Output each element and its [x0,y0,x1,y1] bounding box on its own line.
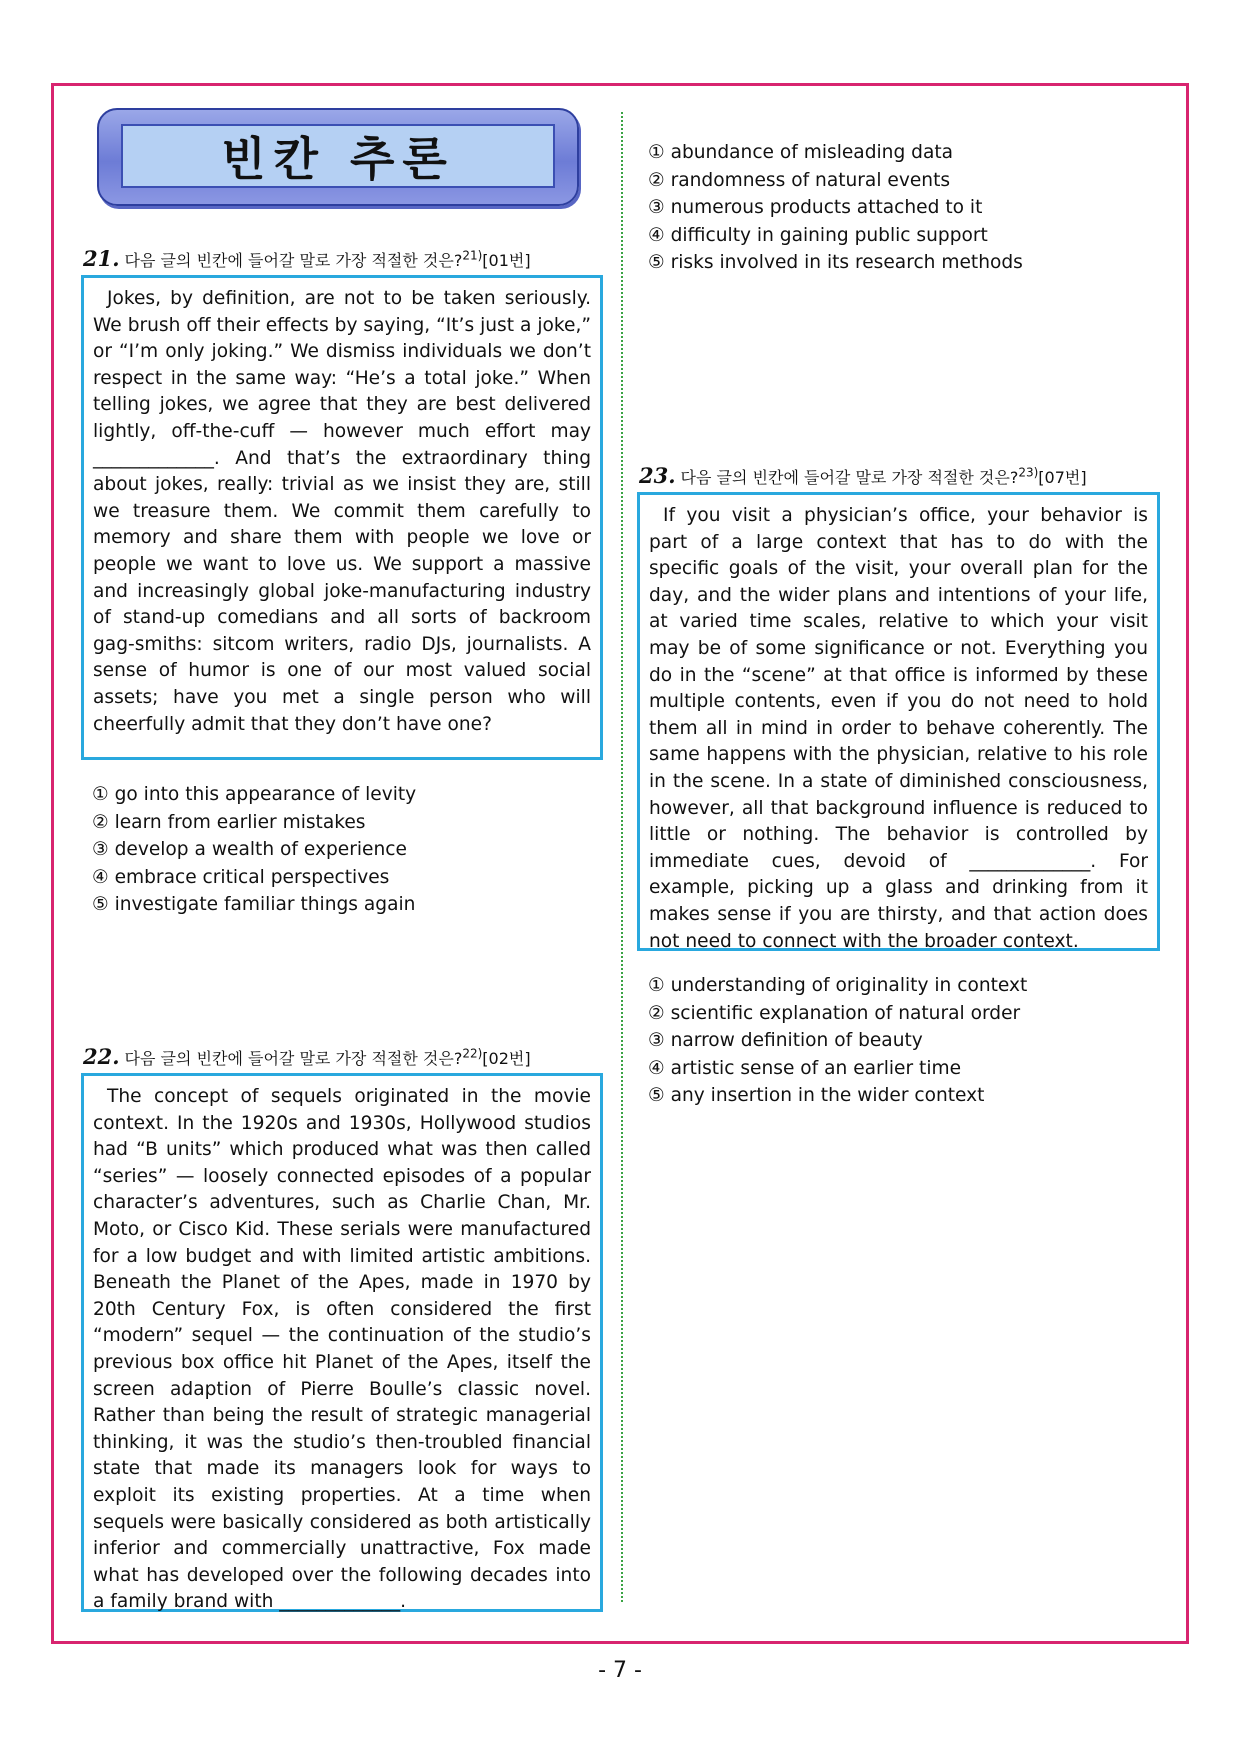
question-23-header [639,463,1087,488]
question-23-number: 23. [639,463,676,488]
question-21-choice-2[interactable]: ② learn from earlier mistakes [92,811,366,833]
question-22-header [83,1044,531,1069]
question-22-passage: The concept of sequels originated in the movie context. In the 1920s and 1930s, Hollywood studios had “B units” which produced what was then called “series” — loosely connected episodes of a popular character’s adventures, such as Charlie Chan, Mr. Moto, or Cisco Kid. These serials were manufactured for a low budget and with limited artistic ambitions. Beneath the Planet of the Apes, made in 1970 by 20th Century Fox, is often considered the first “modern” sequel — the continuation of the studio’s previous box office hit Planet of the Apes, itself the screen adaption of Pierre Boulle’s classic novel. Rather than being the result of strategic managerial thinking, it was the studio’s then-troubled financial state that made its managers look for ways to exploit its existing properties. At a time when sequels were basically considered as both artistically inferior and commercially unattractive, Fox made what has developed over the following decades into a family brand with _____________. [81,1073,603,1612]
question-21-choice-5[interactable]: ⑤ investigate familiar things again [92,894,416,915]
question-23-note: 23) [1018,465,1039,480]
question-21-prompt: 다음 글의 빈칸에 들어갈 말로 가장 적절한 것은? [124,251,463,270]
question-22-choice-2[interactable]: ② randomness of natural events [648,169,951,191]
question-22-choice-1[interactable]: ① abundance of misleading data [648,142,954,163]
question-21-header [83,246,531,271]
question-23-code: [07번] [1038,468,1087,487]
question-21-choices [92,781,416,919]
section-title-box [121,124,555,188]
page-number: - 7 - [598,1658,642,1683]
question-22-prompt: 다음 글의 빈칸에 들어갈 말로 가장 적절한 것은? [124,1049,463,1068]
question-21-number: 21. [83,246,120,271]
question-23-choices [648,972,1027,1110]
question-21-note: 21) [462,248,483,263]
question-23-passage: If you visit a physician’s office, your behavior is part of a large context that has to do with the specific goals of the visit, your overall plan for the day, and the wider plans and intentions of your life, at varied time scales, relative to which your visit may be of some significance or not. Everything you do in the “scene” at that office is informed by these multiple contents, even if you do not need to hold them all in mind in order to behave coherently. The same happens with the physician, relative to his role in the scene. In a state of diminished consciousness, however, all that background influence is reduced to little or nothing. The behavior is controlled by immediate cues, devoid of _____________. For example, picking up a glass and drinking from it makes sense if you are thirsty, and that action does not need to connect with the broader context. [637,492,1160,951]
question-22-choices [648,139,1023,277]
question-21-choice-1[interactable]: ① go into this appearance of levity [92,784,417,805]
column-divider [621,112,623,1602]
question-22-code: [02번] [482,1049,531,1068]
question-21-passage: Jokes, by definition, are not to be taken seriously. We brush off their effects by saying, “It’s just a joke,” or “I’m only joking.” We dismiss individuals we don’t respect in the same way: “He’s a total joke.” When telling jokes, we agree that they are best delivered lightly, off-the-cuff — however much effort may _____________. And that’s the extraordinary thing about jokes, really: trivial as we insist they are, still we treasure them. We commit them carefully to memory and share them with people we love or people we want to love us. We support a massive and increasingly global joke-manufacturing industry of stand-up comedians and all sorts of backroom gag-smiths: sitcom writers, radio DJs, journalists. A sense of humor is one of our most valued social assets; have you met a single person who will cheerfully admit that they don’t have one? [81,275,603,760]
question-23-choice-5[interactable]: ⑤ any insertion in the wider context [648,1085,985,1106]
question-21-choice-3[interactable]: ③ develop a wealth of experience [92,839,407,860]
question-23-choice-3[interactable]: ③ narrow definition of beauty [648,1030,923,1051]
question-21-code: [01번] [482,251,531,270]
question-22-number: 22. [83,1044,120,1069]
question-21-choice-4[interactable]: ④ embrace critical perspectives [92,866,390,888]
question-22-note: 22) [462,1046,483,1061]
question-22-choice-5[interactable]: ⑤ risks involved in its research methods [648,252,1023,273]
section-title-banner [97,108,579,206]
question-23-prompt: 다음 글의 빈칸에 들어갈 말로 가장 적절한 것은? [680,468,1019,487]
section-title: 빈칸 추론 [221,132,455,186]
question-23-choice-2[interactable]: ② scientific explanation of natural order [648,1002,1021,1024]
question-23-choice-4[interactable]: ④ artistic sense of an earlier time [648,1057,962,1079]
question-23-choice-1[interactable]: ① understanding of originality in context [648,975,1028,996]
question-22-choice-3[interactable]: ③ numerous products attached to it [648,197,983,218]
question-22-choice-4[interactable]: ④ difficulty in gaining public support [648,224,988,246]
